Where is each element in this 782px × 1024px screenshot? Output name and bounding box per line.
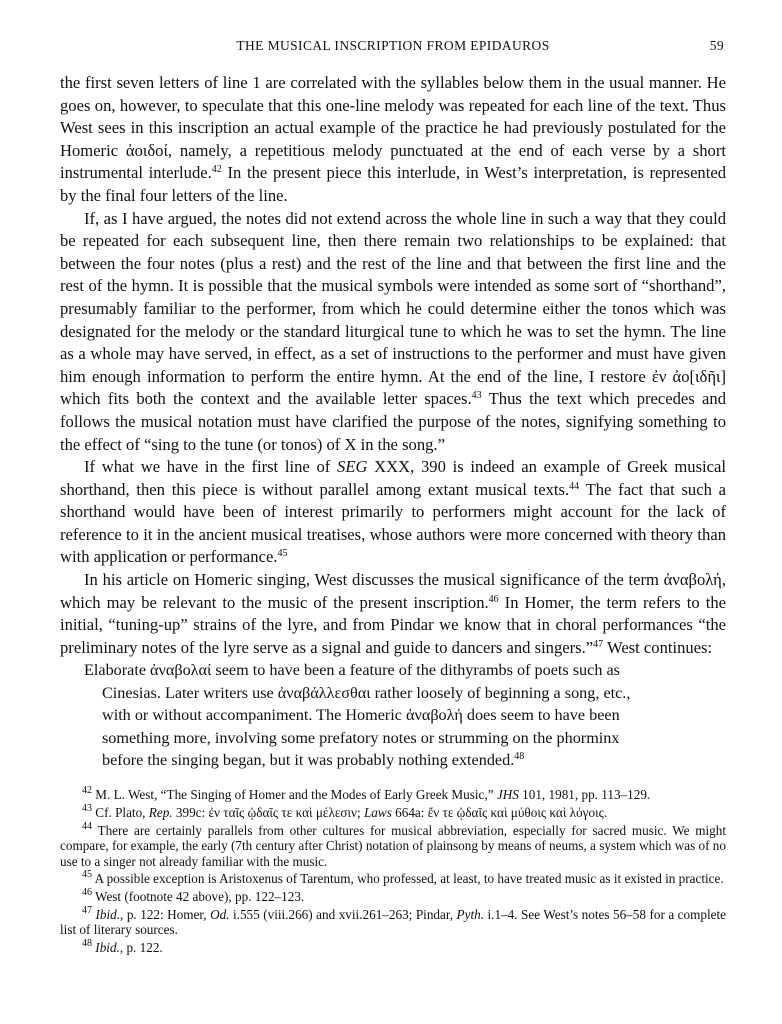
footnote-42: $^{42}$ M. L. West, “The Singing of Homer and the Modes of Early Greek Music,” JHS 101, 1981, pp. 113–129. xyxy=(82,785,651,803)
running-head-title: THE MUSICAL INSCRIPTION FROM EPIDAUROS xyxy=(236,38,550,53)
body-text xyxy=(60,72,726,771)
footnotes xyxy=(60,787,726,955)
quote-line: Cinesias. Later writers use ἀναβάλλεσθαι rather loosely of beginning a song, etc., xyxy=(102,683,631,702)
paragraph-4: In his article on Homeric singing, West discusses the musical significance of the term ἀναβολή, which may be relevant to the music of the present inscription.$^{46}$ In Homer, the term refers to the initial, “tuning-up” strains of the lyre, and from Pindar we know that in choral performances “the preliminary notes of the lyre serve as a signal and guide to dancers and singers.”$^{47}$ West continues: xyxy=(60,570,726,657)
footnote-43: $^{43}$ Cf. Plato, Rep. 399c: ἐν ταῖς ᾠδαῖς τε καὶ μέλεσιν; Laws 664a: ἔν τε ᾠδαῖς καὶ μύθοις καὶ λόγοις. xyxy=(82,803,608,821)
quote-line: with or without accompaniment. The Homeric ἀναβολή does seem to have been xyxy=(102,706,620,725)
page xyxy=(60,38,726,957)
footnote-ref[interactable]: 46 xyxy=(488,593,499,605)
quote-line: something more, involving some prefatory notes or strumming on the phorminx xyxy=(102,728,620,747)
footnote-48: $^{48}$ Ibid., p. 122. xyxy=(82,937,163,955)
paragraph-3: If what we have in the first line of SEG XXX, 390 is indeed an example of Greek musical shorthand, then this piece is without parallel among extant musical texts.$^{44}$ The fact that such a shorthand would have been of interest primarily to performers might account for the lack of reference to it in the ancient musical treatises, whose authors were more concerned with theory than with application or performance.$^{45}$ xyxy=(60,457,727,567)
footnote-ref[interactable]: 43 xyxy=(471,390,482,402)
footnote-46: $^{46}$ West (footnote 42 above), pp. 122–123. xyxy=(82,887,305,905)
footnote-ref[interactable]: 45 xyxy=(277,548,288,560)
quote-line: Elaborate ἀναβολαί seem to have been a feature of the dithyrambs of poets such as xyxy=(84,661,620,680)
footnote-ref[interactable]: 47 xyxy=(593,638,604,650)
footnote-44: $^{44}$ There are certainly parallels from other cultures for musical abbreviation, especially for sacred music. We might compare, for example, the early (7th century after Christ) notation of plainsong by means of neums, a system which was of no use to a singer not already familiar with the music. xyxy=(60,820,726,869)
footnote-47: $^{47}$ Ibid., p. 122: Homer, Od. i.555 (viii.266) and xvii.261–263; Pindar, Pyth. i.1–4. See West’s notes 56–58 for a complete list of literary sources. xyxy=(60,904,727,938)
footnote-45: $^{45}$ A possible exception is Aristoxenus of Tarentum, who professed, at least, to have treated music as it existed in practice. xyxy=(82,869,724,887)
page-number: 59 xyxy=(709,38,724,53)
running-head xyxy=(60,38,726,60)
block-quote xyxy=(84,659,726,771)
footnote-ref[interactable]: 48 xyxy=(514,751,525,763)
paragraph-2: If, as I have argued, the notes did not extend across the whole line in such a way that they could be repeated for each subsequent line, then there remain two relationships to be explained: that between the four notes (plus a rest) and the rest of the line and that between the first line and the rest of the hymn. It is possible that the musical symbols were intended as some sort of “shorthand”, presumably familiar to the performer, from which he could determine either the tonos which was designated for the melody or the standard liturgical tune to which he was to set the hymn. The line as a whole may have served, in effect, as a set of instructions to the performer and must have given him enough information to perform the entire hymn. At the end of the line, I restore ἐν ἀο[ιδῆι] which fits both the context and the available letter spaces.$^{43}$ Thus the text which precedes and follows the musical notation must have clarified the purpose of the notes, signifying something to the effect of “sing to the tune (or tonos) of X in the song.” xyxy=(60,208,726,454)
footnote-ref[interactable]: 44 xyxy=(569,480,580,492)
footnote-ref[interactable]: 42 xyxy=(211,164,222,176)
quote-line: before the singing began, but it was probably nothing extended.$^{48}$ xyxy=(102,751,525,770)
paragraph-1: the first seven letters of line 1 are correlated with the syllables below them in the usual manner. He goes on, however, to speculate that this one-line melody was repeated for each line of the text. Thus West sees in this inscription an actual example of the practice he had previously postulated for the Homeric ἀοιδοί, namely, a repetitious melody punctuated at the end of each verse by a short instrumental interlude.$^{42}$ In the present piece this interlude, in West’s interpretation, is represented by the final four letters of the line. xyxy=(60,73,727,205)
